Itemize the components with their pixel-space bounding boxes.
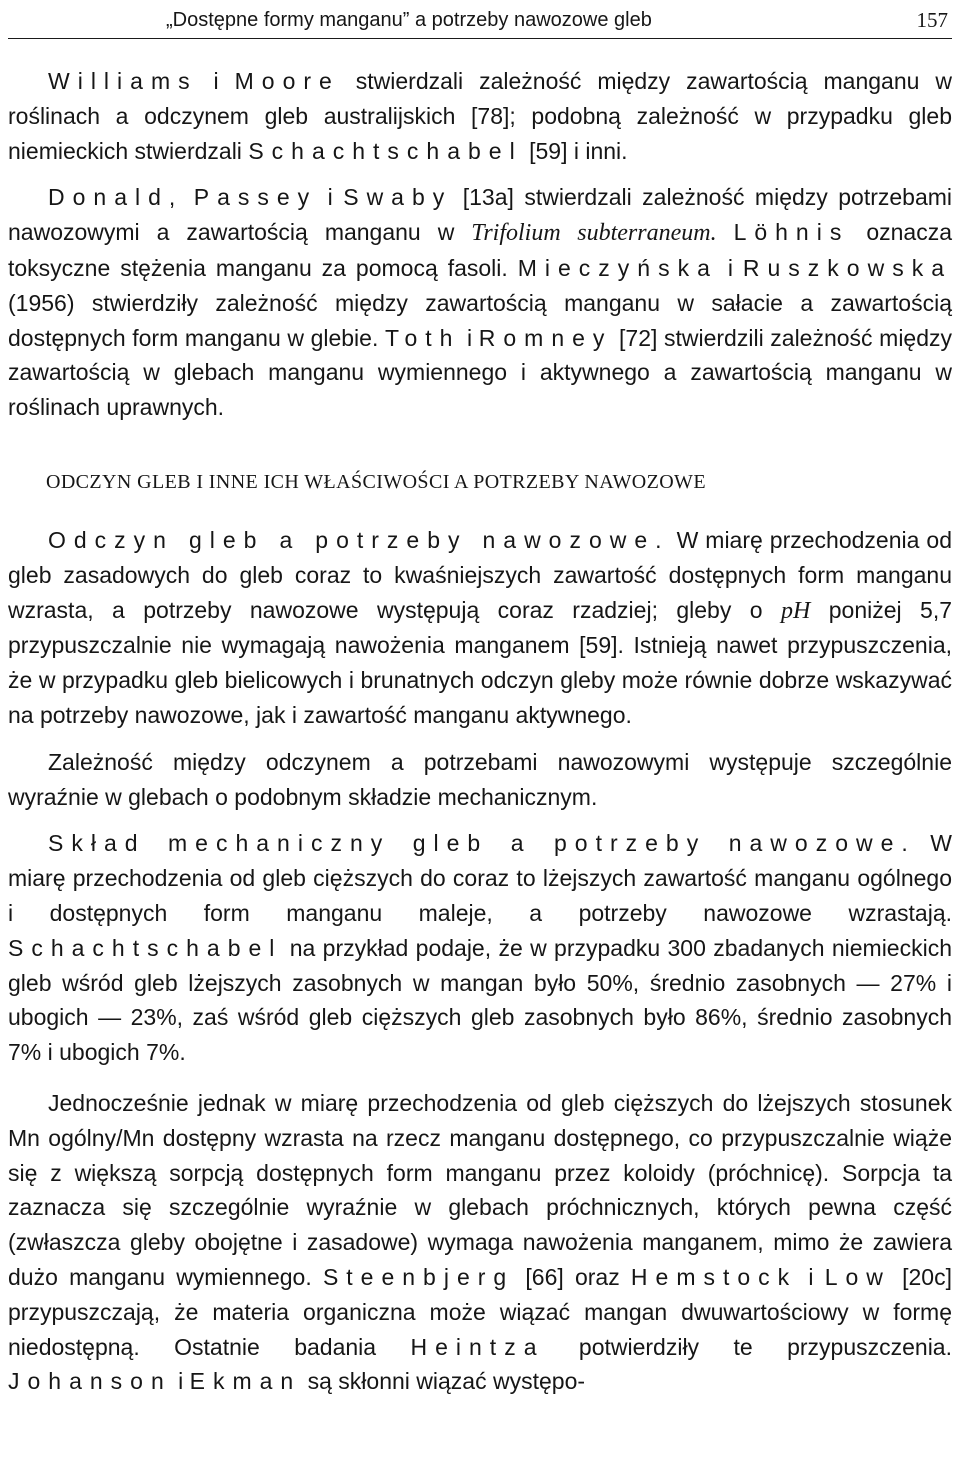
author-name: Löhnis [733,219,850,246]
text-run: i [717,254,743,281]
text-run: oznacza toksyczne stężenia manganu za pomocą fasoli. [8,219,952,281]
text-run: (1956) stwierdziły zależność między zawartością manganu w sałacie a zawartością dostępnych form manganu w glebie. [8,289,952,351]
text-run: W miarę przechodzenia od gleb cięższych do coraz to lżejszych zawartość manganu ogólnego i dostępnych form manganu maleje, a potrzeby nawozowe wzrastają. [8,830,952,926]
text-run: potwierdziły te przypuszczenia. [544,1333,952,1360]
text-run: [20c] przypuszczają, że materia organiczna może wiązać mangan dwuwartościowy w formę niedostępną. Ostatnie badania [8,1263,952,1360]
text-run: i [197,68,235,94]
run-in-heading: Skład mechaniczny gleb a potrzeby nawozowe. [48,830,916,857]
author-name: Mieczyńska [517,254,718,281]
author-name: Johanson [8,1368,172,1395]
author-name: Ruszkowska [742,254,953,281]
author-name: Low [824,1263,891,1290]
running-header-title: „Dostępne formy manganu” a potrzeby nawozowe gleb [166,9,652,31]
text-run: i [797,1263,825,1290]
text-run [183,184,193,210]
running-header [8,2,952,39]
paragraph-5 [8,826,952,1070]
text-run: stwierdzali zależność między zawartością manganu w roślinach a odczynem gleb australijskich [78]; podobną zależność w przypadku gleb niemieckich stwierdzali [8,68,952,164]
author-name: Heintza [410,1333,545,1360]
text-run: W miarę przechodzenia od gleb zasadowych do gleb coraz to kwaśniejszych zawartość dostępnych form manganu wzrasta, a potrzeby nawozowe występują coraz rzadziej; gleby o [8,526,952,623]
paragraph-3 [8,523,952,733]
body-text [8,64,952,1399]
text-run: [66] oraz [514,1263,631,1290]
author-name: Romney [478,324,613,351]
text-run: [72] stwierdzili zależność między zawartością w glebach manganu wymiennego i aktywnego a zawartością manganu w roślinach uprawnych. [8,324,953,421]
text-run: i [460,324,479,351]
author-name: Steenbjerg [322,1263,515,1290]
author-name: Schachtschabel [8,934,283,961]
text-run: Zależność między odczynem a potrzebami nawozowymi występuje szczególnie wyraźnie w glebach o podobnym składzie mechanicznym. [8,748,952,810]
paragraph-2 [8,180,952,425]
author-name: Moore [234,68,340,94]
author-name: Williams [48,68,198,94]
author-name: Donald, [48,184,184,211]
text-run [717,219,734,245]
author-name: Schachtschabel [248,137,523,164]
section-heading: ODCZYN GLEB I INNE ICH WŁAŚCIWOŚCI A POTRZEBY NAWOZOWE [46,470,706,493]
ph-symbol: pH [780,597,811,624]
author-name: Passey [193,184,318,211]
text-run: na przykład podaje, że w przypadku 300 zbadanych niemieckich gleb wśród gleb lżejszych zasobnych w mangan było 50%, średnio zasobnych — 27% i ubogich — 23%, zaś wśród gleb cięższych gleb zasobnych było 86%, średnio zasobnych 7% i ubogich 7%. [8,934,952,1066]
text-run: Jednocześnie jednak w miarę przechodzenia od gleb cięższych do lżejszych stosunek Mn ogólny/Mn dostępny wzrasta na rzecz manganu dostępnego, co przypuszczalnie wiąże się z większą sorpcją dostępnych form manganu przez koloidy (próchnicę). Sorpcja ta zaznacza się szczególnie wyraźnie w glebach próchnicznych, których pewna część (zwłaszcza gleby obojętne i zasadowe) wymaga nawożenia manganem, mimo że zawiera dużo manganu wymiennego. [8,1089,952,1290]
text-run: są skłonni wiązać występo- [301,1368,586,1395]
author-name: Ekman [189,1368,302,1395]
text-run: i [171,1368,190,1395]
species-name: Trifolium subterraneum. [471,220,717,247]
book-page [8,0,952,1480]
text-run: i [317,184,344,211]
run-in-heading: Odczyn gleb a potrzeby nawozowe. [48,526,670,553]
text-run: [59] i inni. [522,137,628,164]
text-run: [13a] stwierdzali zależność między potrzebami nawozowymi a zawartością manganu w [8,184,953,246]
author-name: Toth [384,324,461,351]
paragraph-6 [8,1086,952,1399]
author-name: Swaby [343,184,453,211]
paragraph-4 [8,745,952,815]
page-number: 157 [916,8,948,32]
text-run: poniżej 5,7 przypuszczalnie nie wymagają nawożenia manganem [59]. Istnieją nawet przypuszczenia, że w przypadku gleb bielicowych i brunatnych odczyn gleby może równie dobrze wskazywać na potrzeby nawozowe, jak i zawartość manganu aktywnego. [8,596,953,728]
author-name: Hemstock [630,1263,798,1290]
paragraph-1 [8,64,952,168]
